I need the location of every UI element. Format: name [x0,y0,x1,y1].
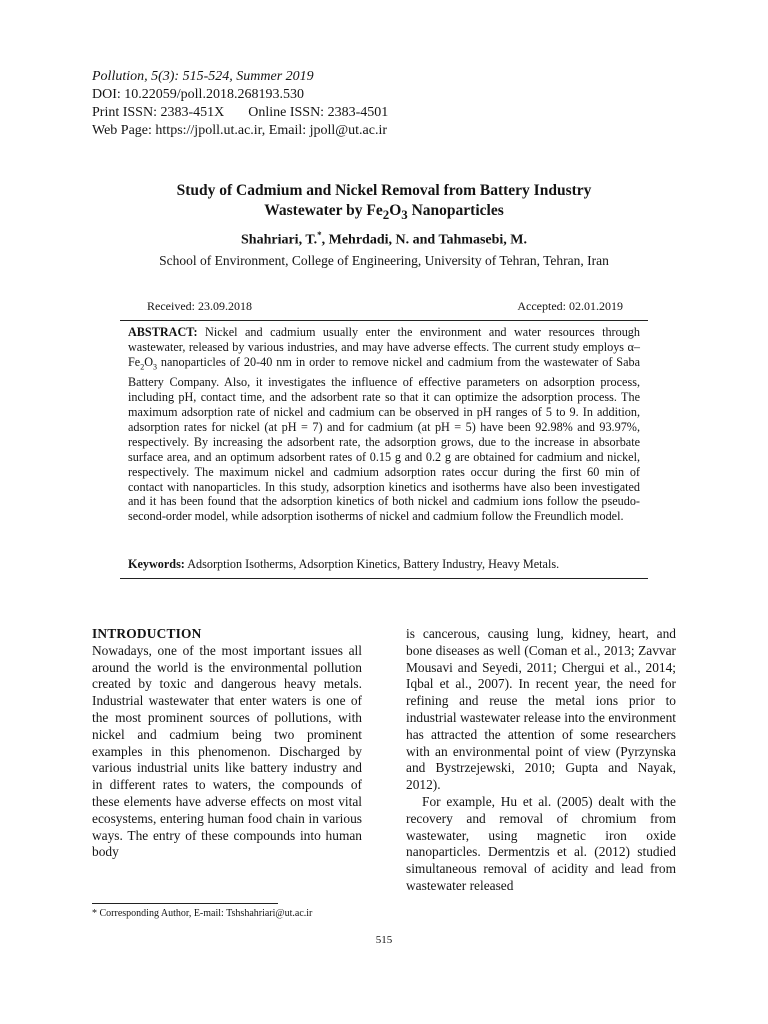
keywords-text: Adsorption Isotherms, Adsorption Kinetics, Battery Industry, Heavy Metals. [184,557,560,571]
title-text: Nanoparticles [407,202,504,219]
subscript: 2 [382,207,390,223]
journal-citation: Pollution, 5(3): 515-524, Summer 2019 [92,69,314,84]
title-text: Wastewater by Fe [264,202,383,219]
author-rest: , Mehrdadi, N. and Tahmasebi, M. [321,232,527,248]
web-page: Web Page: https://jpoll.ut.ac.ir, Email: jpoll@ut.ac.ir [92,123,388,138]
intro-paragraph-2: For example, Hu et al. (2005) dealt with the recovery and removal of chromium from wastewater, using magnetic iron oxide nanoparticles. Dermentzis et al. (2012) studied simultaneous removal of acidity and lead from wastewater released [406,793,676,893]
accepted-date: Accepted: 02.01.2019 [517,299,623,313]
paper-title [92,181,676,225]
abstract [128,325,640,524]
page-number: 515 [375,934,393,946]
right-column [406,626,676,895]
intro-paragraph: Nowadays, one of the most important issues all around the world is the environmental pollution created by toxic and dangerous heavy metals. Industrial wastewater that enter waters is one of the most prominent sources of pollutions, with nickel and cadmium being two prominent examples in this phenomenon. Discharged by various industrial units like battery industry and in different rates to waters, the compounds of these elements have adverse effects on most vital ecosystems, entering human food chain in various ways. The entry of these compounds into human body [92,642,362,860]
author-first: Shahriari, T. [241,232,318,248]
abstract-text: nanoparticles of 20-40 nm in order to remove nickel and cadmium from the wastewater of Saba Battery Company. Also, it investigates the influence of effective parameters on adsorption process, including pH, contact time, and the adsorbent rate so that it can optimize the adsorption process. The maximum adsorption rate of nickel and cadmium can be observed in pH ranges of 5 to 9. In addition, adsorption rates for nickel (at pH = 7) and for cadmium (at pH = 5) have been 92.98% and 93.97%, respectively. By increasing the adsorbent rate, the adsorption grows, due to the increase in absorbate surface area, and an optimum adsorbent rates of 0.15 g and 0.2 g are obtained for cadmium and nickel, respectively. The maximum nickel and cadmium adsorption rates occur during the first 60 min of contact with nanoparticles. In this study, adsorption kinetics and isotherms have also been investigated and it has been found that the adsorption kinetics of both nickel and cadmium ions follow the pseudo-second-order model, while adsorption isotherms of nickel and cadmium follow the Freundlich model. [128,354,640,524]
doi: DOI: 10.22059/poll.2018.268193.530 [92,87,304,102]
abstract-bottom-rule [120,578,648,579]
subscript: 2 [140,362,145,372]
journal-header [92,68,388,140]
subscript: 3 [153,362,157,372]
footnote: * Corresponding Author, E-mail: Tshshahriari@ut.ac.ir [92,908,313,919]
title-text: O [389,202,402,219]
abstract-top-rule [120,320,648,321]
issn-line [92,104,388,122]
authors [92,226,676,250]
subscript: 3 [401,207,408,223]
print-issn: Print ISSN: 2383-451X [92,105,225,120]
received-date: Received: 23.09.2018 [147,299,252,313]
footnote-rule [92,903,278,904]
title-line-1: Study of Cadmium and Nickel Removal from Battery Industry [176,182,592,199]
section-heading: INTRODUCTION [92,626,202,641]
left-column [92,626,362,861]
keywords [128,557,640,572]
abstract-text: O [144,354,153,369]
online-issn: Online ISSN: 2383-4501 [248,105,389,120]
affiliation: School of Environment, College of Engineering, University of Tehran, Tehran, Iran [159,253,609,268]
corresponding-mark: * [317,230,322,240]
intro-paragraph-continued: is cancerous, causing lung, kidney, heart, and bone diseases as well (Coman et al., 2013; Zavvar Mousavi and Seyedi, 2011; Chergui et al., 2014; Iqbal et al., 2007). In recent year, the need for refining and reuse the metal ions prior to industrial wastewater release into the environment has attracted the attention of some researchers with an environmental point of view (Pyrzynska and Bystrzejewski, 2010; Gupta and Nayak, 2012). [406,626,676,793]
abstract-text: Nickel and cadmium usually enter the environment and water resources through wastewater, released by various industries, and may have adverse effects. The current study employs α–Fe [128,325,640,369]
keywords-label: Keywords: [128,557,185,571]
abstract-label: ABSTRACT: [128,325,198,339]
title-line-2 [92,201,676,225]
